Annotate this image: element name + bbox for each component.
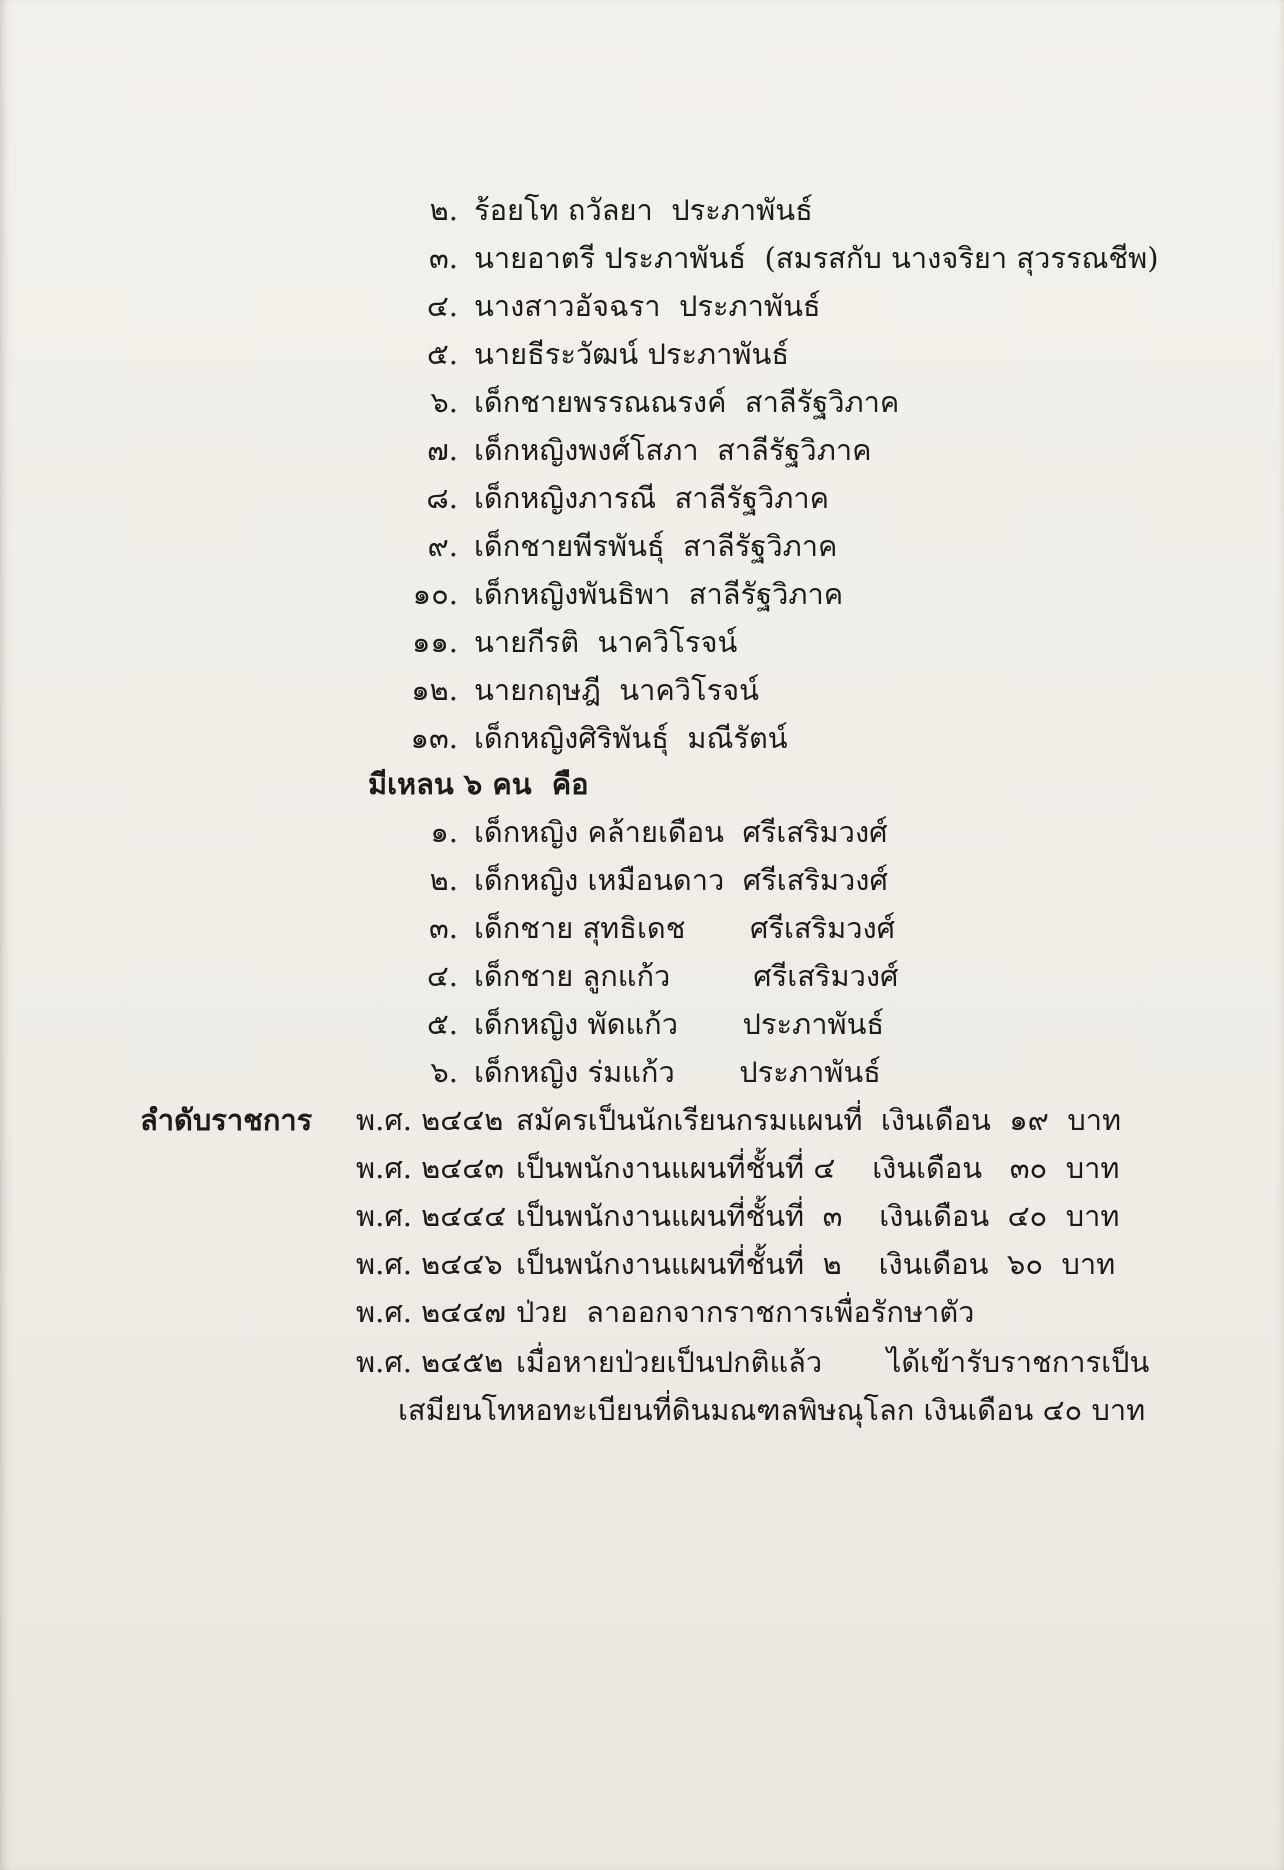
list-item: ๗. เด็กหญิงพงศ์โสภา สาลีรัฐวิภาค	[426, 433, 872, 467]
career-year: พ.ศ. ๒๔๔๖	[356, 1247, 503, 1281]
career-year: พ.ศ. ๒๔๕๒	[356, 1345, 504, 1379]
career-entry: พ.ศ. ๒๔๕๒ เมื่อหายป่วยเป็นปกติแล้ว ได้เข้ารับราชการเป็น	[356, 1345, 1150, 1379]
list-item: ๕. นายธีระวัฒน์ ประภาพันธ์	[426, 337, 790, 371]
career-title: ลำดับราชการ	[140, 1103, 313, 1137]
list-item: ๑๐. เด็กหญิงพันธิพา สาลีรัฐวิภาค	[412, 577, 844, 611]
list-item: ๒. ร้อยโท ถวัลยา ประภาพันธ์	[429, 193, 813, 227]
career-entry: พ.ศ. ๒๔๔๒ สมัครเป็นนักเรียนกรมแผนที่ เงินเดือน ๑๙ บาท	[356, 1103, 1122, 1137]
list-item: ๕. เด็กหญิง พัดแก้ว ประภาพันธ์	[426, 1007, 885, 1041]
list-item: ๑. เด็กหญิง คล้ายเดือน ศรีเสริมวงศ์	[430, 815, 888, 849]
career-year: พ.ศ. ๒๔๔๓	[356, 1151, 505, 1185]
career-year: พ.ศ. ๒๔๔๗	[356, 1295, 506, 1329]
list-item: ๓. นายอาตรี ประภาพันธ์ (สมรสกับ นางจริยา สุวรรณชีพ)	[428, 241, 1159, 275]
list-item: ๔. เด็กชาย ลูกแก้ว ศรีเสริมวงศ์	[426, 959, 899, 993]
list-item: ๒. เด็กหญิง เหมือนดาว ศรีเสริมวงศ์	[429, 863, 888, 897]
list-item: ๑๒. นายกฤษฎี นาควิโรจน์	[411, 673, 760, 707]
list-item: ๖. เด็กชายพรรณณรงค์ สาลีรัฐวิภาค	[430, 385, 900, 419]
career-entry: พ.ศ. ๒๔๔๖ เป็นพนักงานแผนที่ชั้นที่ ๒ เงินเดือน ๖๐ บาท	[356, 1247, 1116, 1281]
career-entry: พ.ศ. ๒๔๔๓ เป็นพนักงานแผนที่ชั้นที่ ๔ เงินเดือน ๓๐ บาท	[356, 1151, 1120, 1185]
list-item: ๓. เด็กชาย สุทธิเดช ศรีเสริมวงศ์	[428, 911, 896, 945]
grandchildren-heading: มีเหลน ๖ คน คือ	[368, 767, 589, 801]
career-year: พ.ศ. ๒๔๔๒	[356, 1103, 504, 1137]
list-item: ๘. เด็กหญิงภารณี สาลีรัฐวิภาค	[426, 481, 830, 515]
list-item: ๔. นางสาวอัจฉรา ประภาพันธ์	[426, 289, 821, 323]
list-item: ๑๑. นายกีรติ นาควิโรจน์	[411, 625, 738, 659]
list-item: ๙. เด็กชายพีรพันธุ์ สาลีรัฐวิภาค	[427, 529, 838, 563]
career-entry: พ.ศ. ๒๔๔๔ เป็นพนักงานแผนที่ชั้นที่ ๓ เงินเดือน ๔๐ บาท	[356, 1199, 1120, 1233]
career-continuation: เสมียนโทหอทะเบียนที่ดินมณฑลพิษณุโลก เงินเดือน ๔๐ บาท	[398, 1393, 1146, 1427]
list-item: ๑๓. เด็กหญิงศิริพันธุ์ มณีรัตน์	[410, 721, 788, 755]
list-item: ๖. เด็กหญิง ร่มแก้ว ประภาพันธ์	[430, 1055, 881, 1089]
career-entry: พ.ศ. ๒๔๔๗ ป่วย ลาออกจากราชการเพื่อรักษาตัว	[356, 1295, 975, 1329]
career-year: พ.ศ. ๒๔๔๔	[356, 1199, 507, 1233]
